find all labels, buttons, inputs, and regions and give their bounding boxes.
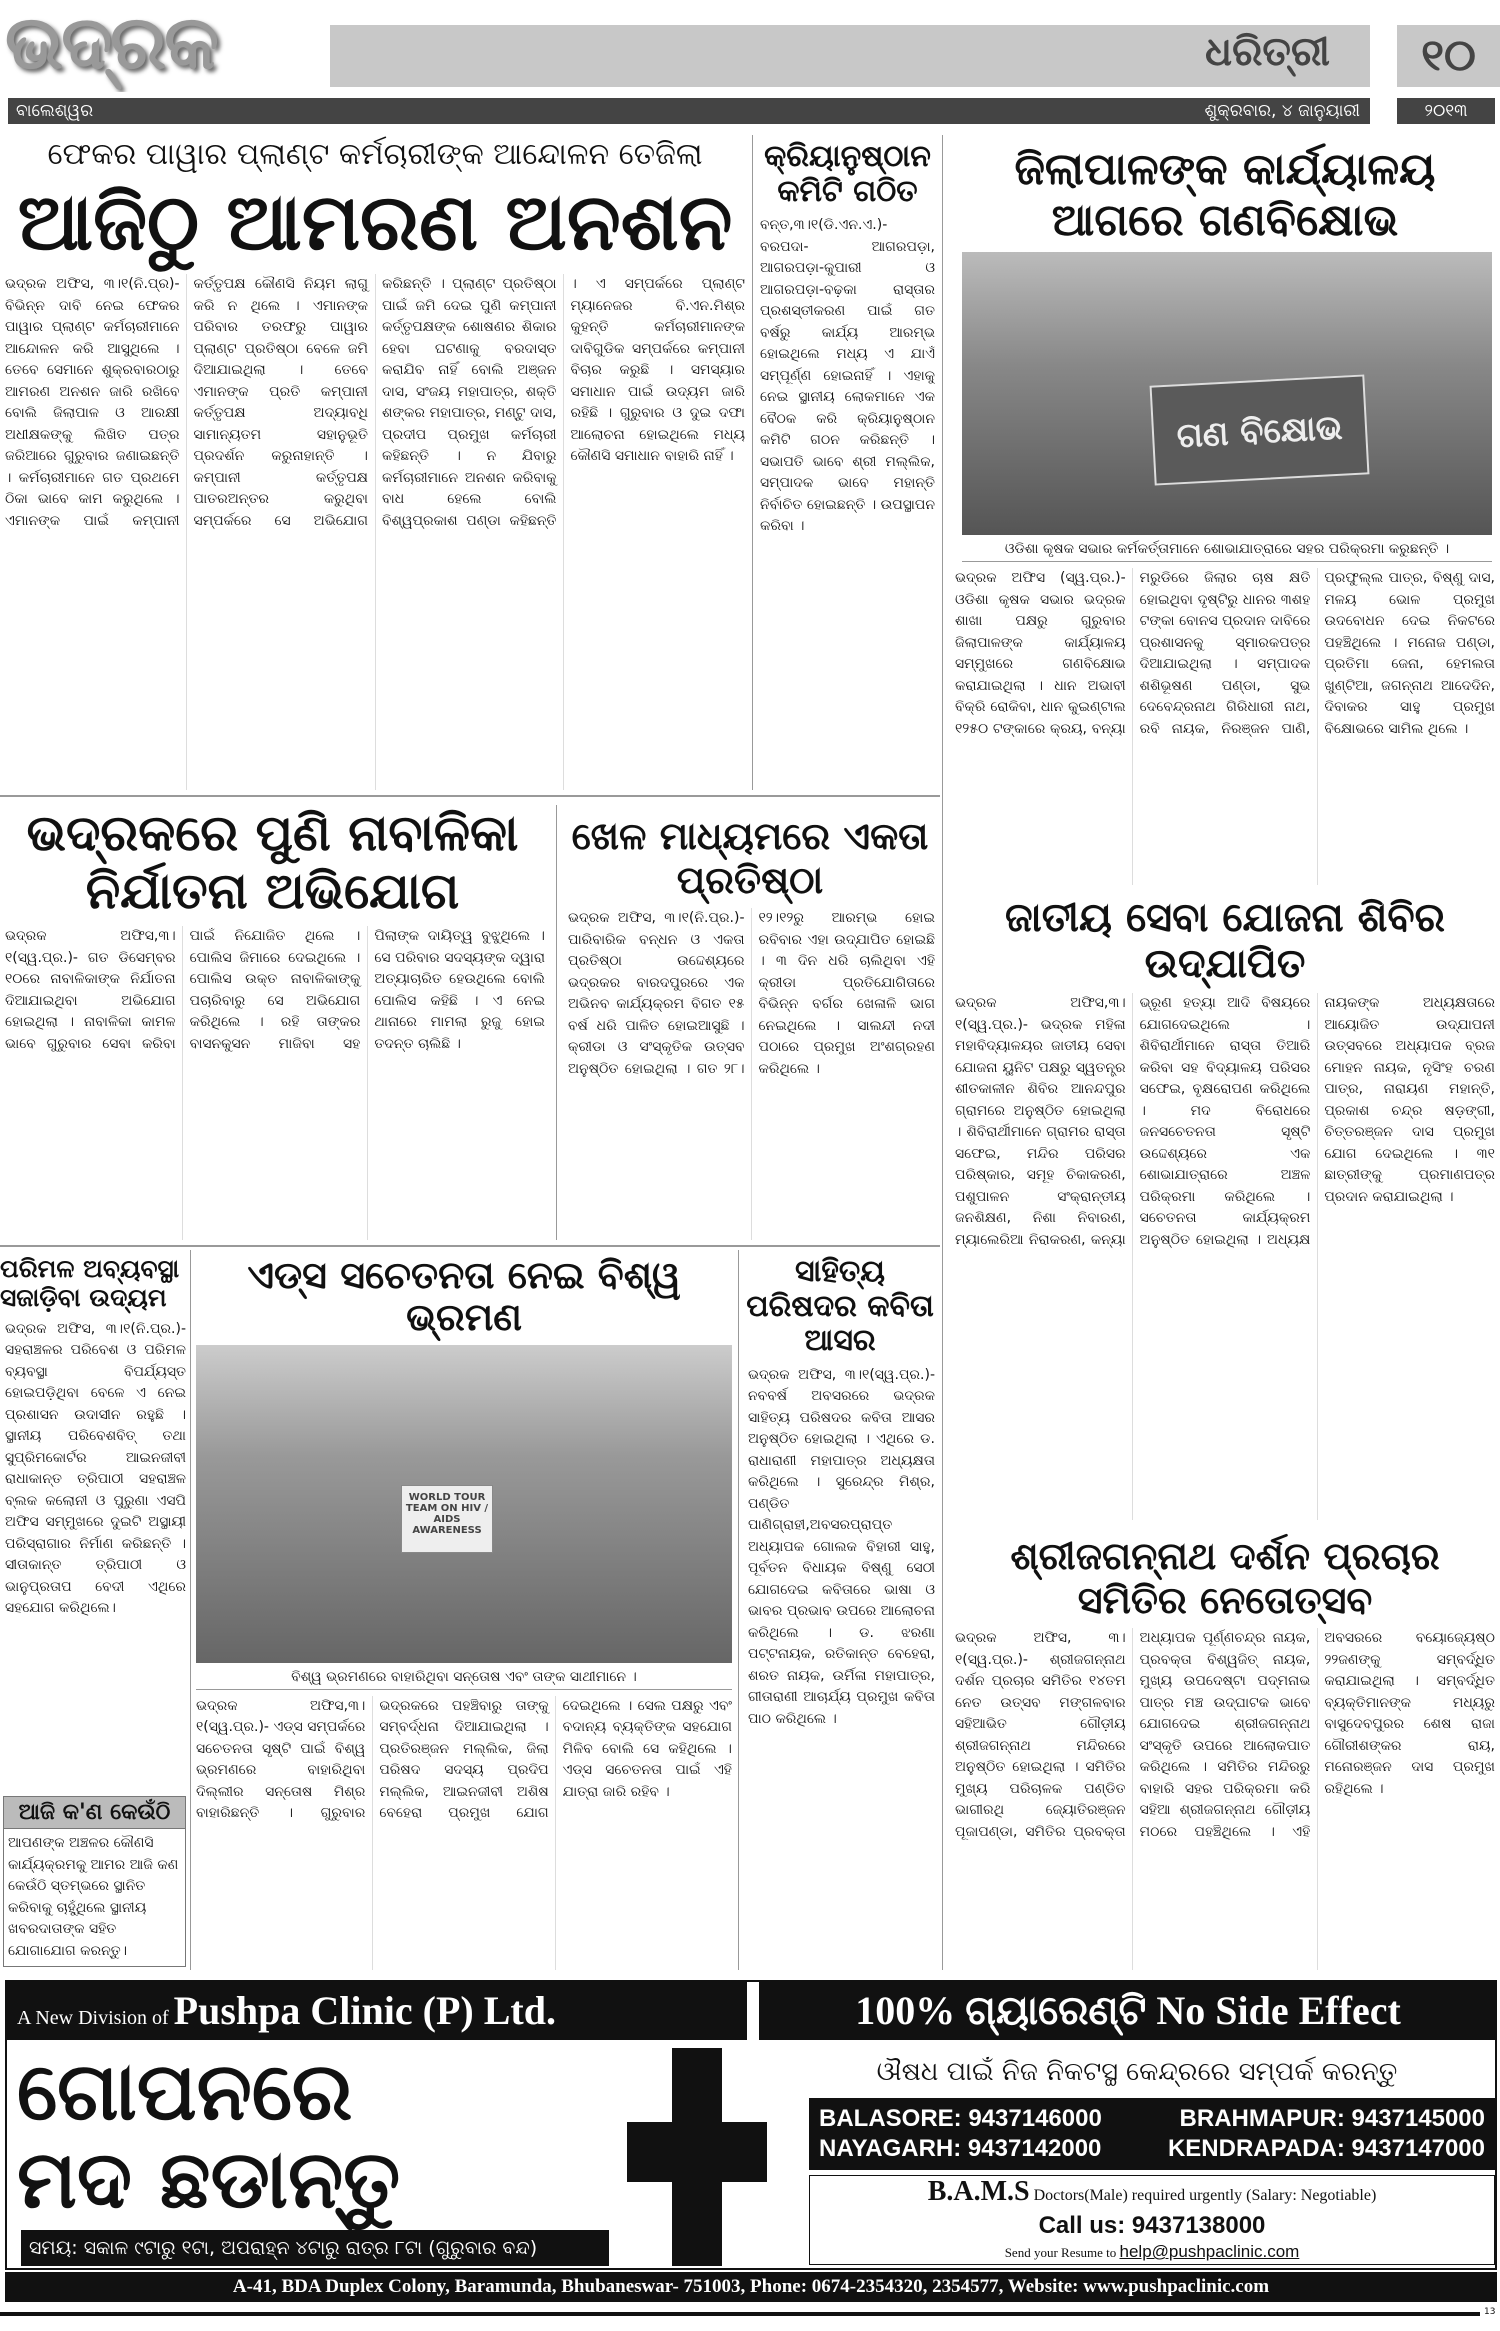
aids-story	[196, 1255, 732, 1970]
committee-story	[760, 140, 935, 790]
nss-headline: ଜାତୀୟ ସେବା ଯୋଜନା ଶିବିର ଉଦ୍ଯାପିତ	[1005, 895, 1445, 987]
poetry-story	[745, 1255, 935, 1970]
sports-story	[565, 815, 935, 1240]
ad-call: Call us: 9437138000	[1038, 2212, 1266, 2239]
ad-address: A-41, BDA Duplex Colony, Baramunda, Bhubaneswar- 751003, Phone: 0674-2354320, 2354577, Website: www.pushpaclinic.com	[5, 2272, 1497, 2302]
jagannath-body: ଭଦ୍ରକ ଅଫିସ, ୩।୧(ସ୍ୱ.ପ୍ର.)- ଶ୍ରୀଜଗନ୍ନାଥ ଦର୍ଶନ ପ୍ରଚାର ସମିତିର ୧୪ତମ ନେତ ଉତ୍ସବ ମଙ୍ଗଳବାର ସହିଆଭିତ ଗୌଡ଼ୀୟ ଶ୍ରୀଜଗନ୍ନାଥ ମନ୍ଦିରରେ ଅନୁଷ୍ଠିତ ହୋଇଥିଲା । ସମିତିର ମୁଖ୍ୟ ପରିଚାଳକ ପଣ୍ଡିତ ଭାଗୀରଥି ଜ୍ୟୋତିରଞ୍ଜନ ପୂଜାପଣ୍ଡା, ସମିତିର ପ୍ରବକ୍ତା ଅଧ୍ୟାପକ ପୂର୍ଣ୍ଣଚନ୍ଦ୍ର ନାୟକ, ପ୍ରବକ୍ତା ବିଶ୍ୱଜିତ୍ ନାୟକ, ମୁଖ୍ୟ ଉପଦେଷ୍ଟା ପଦ୍ମନାଭ ପାତ୍ର ମଞ୍ଚ ଉଦ୍‌ଘାଟକ ଭାବେ ଯୋଗଦେଇ ଶ୍ରୀଜଗନ୍ନାଥ ସଂସ୍କୃତି ଉପରେ ଆଲୋକପାତ କରିଥିଲେ । ସମିତିର ମନ୍ଦିରରୁ ବାହାରି ସହର ପରିକ୍ରମା କରି ସହିଆ ଶ୍ରୀଜଗନ୍ନାଥ ଗୌଡ଼ୀୟ ମଠରେ ପହଞ୍ଚିଥିଲେ । ଏହି ଅବସରରେ ବୟୋଜ୍ୟେଷ୍ଠ ୨୨ଜଣଙ୍କୁ ସମ୍ବର୍ଦ୍ଧିତ କରାଯାଇଥିଲା । ସମ୍ବର୍ଦ୍ଧିତ ବ୍ୟକ୍ତିମାନଙ୍କ ମଧ୍ୟରୁ ବାସୁଦେବପୁରର ଶେଷ ରାଜା ଗୌରୀଶଙ୍କର ରାୟ, ମନୋରଞ୍ଜନ ଦାସ ପ୍ରମୁଖ ରହିଥିଲେ ।	[955, 1630, 1495, 1840]
sanitation-story	[0, 1255, 186, 1967]
masthead-logo: ଭଦ୍ରକ	[5, 0, 217, 86]
ad-headline-2: ମଦ ଛଡାନ୍ତୁ	[17, 2133, 401, 2226]
center-nayagarh: NAYAGARH: 9437142000	[819, 2135, 1102, 2162]
column-divider	[752, 135, 753, 790]
ad-centers	[809, 2098, 1495, 2170]
ad-contact-line: ଔଷଧ ପାଇଁ ନିଜ ନିକଟସ୍ଥ କେନ୍ଦ୍ରରେ ସମ୍ପର୍କ କରନ୍ତୁ	[876, 2057, 1398, 2087]
footer-page-no: 13	[1484, 2307, 1496, 2317]
collector-body: ଭଦ୍ରକ ଅଫିସ (ସ୍ୱ.ପ୍ର.)-ଓଡିଶା କୃଷକ ସଭାର ଭଦ୍ରକ ଶାଖା ପକ୍ଷରୁ ଗୁରୁବାର ଜିଲାପାଳଙ୍କ କାର୍ଯ୍ୟାଳୟ ସମ୍ମୁଖରେ ଗଣବିକ୍ଷୋଭ କରାଯାଇଥିଲା । ଧାନ ଅଭାବୀ ବିକ୍ରି ରୋକିବା, ଧାନ କୁଇଣ୍ଟାଲ ୧୨୫୦ ଟଙ୍କାରେ କ୍ରୟ, ବନ୍ୟା ମରୁଡିରେ ଜିଲାର ଚାଷ କ୍ଷତି ହୋଇଥିବା ଦୃଷ୍ଟିରୁ ଧାନର ୩ଶହ ଟଙ୍କା ବୋନସ ପ୍ରଦାନ ଦାବିରେ ପ୍ରଶାସନକୁ ସ୍ମାରକପତ୍ର ଦିଆଯାଇଥିଲା । ସମ୍ପାଦକ ଶଶିଭୂଷଣ ପଣ୍ଡା, ସୁଭ ଦେବେନ୍ଦ୍ରନାଥ ଗିରିଧାରୀ ନାଥ, ରବି ନାୟକ, ନିରଞ୍ଜନ ପାଣି, ପ୍ରଫୁଲ୍ଲ ପାତ୍ର, ବିଷ୍ଣୁ ଦାସ, ମଳୟ ଭୋଳ ପ୍ରମୁଖ ଉଦବୋଧନ ଦେଇ ନିକଟରେ ପହଞ୍ଚିଥିଲେ । ମନୋଜ ପଣ୍ଡା, ପ୍ରତିମା ଜେନା, ହେମଲତା ଖୁଣ୍ଟିଆ, ଜଗନ୍ନାଥ ଆଦେଦିନ, ଦିବାକର ସାହୁ ପ୍ରମୁଖ ବିକ୍ଷୋଭରେ ସାମିଲ ଥିଲେ ।	[955, 570, 1495, 737]
page-number: ୧୦	[1397, 25, 1500, 87]
year: ୨୦୧୩	[1397, 98, 1495, 124]
section-divider	[0, 795, 940, 797]
sanitation-body: ଭଦ୍ରକ ଅଫିସ, ୩।୧(ନି.ପ୍ର.)-ସହରାଞ୍ଚଳର ପରିବେଶ ଓ ପରିମଳ ବ୍ୟବସ୍ଥା ବିପର୍ଯ୍ୟସ୍ତ ହୋଇପଡ଼ିଥିବା ବେଳେ ଏ ନେଇ ପ୍ରଶାସନ ଉଦାସୀନ ରହୁଛି । ସ୍ଥାନୀୟ ପରିବେଶବିତ୍ ତଥା ସୁପ୍ରିମକୋର୍ଟର ଆଇନଜୀବୀ ରାଧାକାନ୍ତ ତ୍ରିପାଠୀ ସହରାଞ୍ଚଳ ବ୍ଲକ କଲୋନୀ ଓ ପୁରୁଣା ଏସପି ଅଫିସ ସମ୍ମୁଖରେ ଦୁଇଟି ଅସ୍ଥାୟୀ ପରିସ୍ରାଗାର ନିର୍ମାଣ କରିଛନ୍ତି । ସୀତାକାନ୍ତ ତ୍ରିପାଠୀ ଓ ଭାନୁପ୍ରତାପ ବେଦୀ ଏଥିରେ ସହଯୋଗ କରିଥିଲେ।	[5, 1320, 186, 1616]
photo-sign: WORLD TOUR TEAM ON HIV / AIDS AWARENESS	[401, 1485, 493, 1553]
sports-headline: ଖେଳ ମାଧ୍ୟମରେ ଏକତା ପ୍ରତିଷ୍ଠା	[571, 814, 929, 902]
nss-body: ଭଦ୍ରକ ଅଫିସ,୩।୧(ସ୍ୱ.ପ୍ର.)- ଭଦ୍ରକ ମହିଳା ମହାବିଦ୍ୟାଳୟର ଜାତୀୟ ସେବା ଯୋଜନା ୟୁନିଟ ପକ୍ଷରୁ ସ୍ୱତନ୍ତ୍ର ଶୀତକାଳୀନ ଶିବିର ଆନନ୍ଦପୁର ଗ୍ରାମରେ ଅନୁଷ୍ଠିତ ହୋଇଥିଲା । ଶିବିରାର୍ଥୀମାନେ ଗ୍ରାମର ରାସ୍ତା ସଫେଇ, ମନ୍ଦିର ପରିସର ପରିଷ୍କାର, ସମୂହ ଚିକାକରଣ, ପଶୁପାଳନ ସଂକ୍ରାନ୍ତୀୟ ଜନଶିକ୍ଷଣ, ନିଶା ନିବାରଣ, ମ୍ୟାଲେରିଆ ନିରାକରଣ, କନ୍ୟା ଭ୍ରୂଣ ହତ୍ୟା ଆଦି ବିଷୟରେ ଯୋଗଦେଇଥିଲେ । ଶିବିରାର୍ଥୀମାନେ ରାସ୍ତା ତିଆରି କରିବା ସହ ବିଦ୍ୟାଳୟ ପରିସର ସଫେଇ, ବୃକ୍ଷରୋପଣ କରିଥିଲେ । ମଦ ବିରୋଧରେ ଜନସଚେତନତା ସୃଷ୍ଟି ଉଦ୍ଦେଶ୍ୟରେ ଏକ ଶୋଭାଯାତ୍ରାରେ ଅଞ୍ଚଳ ପରିକ୍ରମା କରିଥିଲେ । ସଚେତନତା କାର୍ଯ୍ୟକ୍ରମ ଅନୁଷ୍ଠିତ ହୋଇଥିଲା । ଅଧ୍ୟକ୍ଷ ନାୟକଙ୍କ ଅଧ୍ୟକ୍ଷତାରେ ଆୟୋଜିତ ଉଦ୍ଯାପନୀ ଉତ୍ସବରେ ଅଧ୍ୟାପକ ବ୍ରଜ ମୋହନ ନାୟକ, ନୃସିଂହ ଚରଣ ପାତ୍ର, ନାରାୟଣ ମହାନ୍ତି, ପ୍ରକାଶ ଚନ୍ଦ୍ର ଷଡ଼ଙ୍ଗୀ, ଚିତ୍ତରଞ୍ଜନ ଦାସ ପ୍ରମୁଖ ଯୋଗ ଦେଇଥିଲେ । ୩୧ ଛାତ୍ରୀଙ୍କୁ ପ୍ରମାଣପତ୍ର ପ୍ରଦାନ କରାଯାଇଥିଲା ।	[955, 995, 1495, 1248]
jagannath-story	[950, 1535, 1500, 1970]
poetry-headline: ସାହିତ୍ୟ ପରିଷଦର କବିତା ଆସର	[746, 1254, 934, 1358]
jagannath-headline: ଶ୍ରୀଜଗନ୍ନାଥ ଦର୍ଶନ ପ୍ରଚାର ସମିତିର ନେତୋତ୍ସବ	[1010, 1534, 1440, 1622]
center-balasore: BALASORE: 9437146000	[819, 2105, 1102, 2132]
aids-headline: ଏଡ୍ସ ସଚେତନତା ନେଇ ବିଶ୍ୱ ଭ୍ରମଣ	[247, 1253, 681, 1339]
collector-headline: ଜିଲାପାଳଙ୍କ କାର୍ଯ୍ୟାଳୟ ଆଗରେ ଗଣବିକ୍ଷୋଭ	[1014, 144, 1436, 246]
ad-headline-1: ଗୋପନରେ	[17, 2045, 353, 2138]
main-body: ଭଦ୍ରକ ଅଫିସ, ୩।୧(ନି.ପ୍ର)- ବିଭିନ୍ନ ଦାବି ନେଇ ଫେକର ପାୱାର ପ୍ଲାଣ୍ଟ କର୍ମଚାରୀମାନେ ଆନ୍ଦୋଳନ କରି ଆସୁଥିଲେ । ତେବେ ସେମାନେ ଶୁକ୍ରବାରଠାରୁ ଆମରଣ ଅନଶନ ଜାରି ରଖିବେ ବୋଲି ଜିଲାପାଳ ଓ ଆରକ୍ଷୀ ଅଧୀକ୍ଷକଙ୍କୁ ଲିଖିତ ପତ୍ର ଜରିଆରେ ଗୁରୁବାର ଜଣାଇଛନ୍ତି । କର୍ମଚାରୀମାନେ ଗତ ପ୍ରଥମେ ଠିକା ଭାବେ କାମ କରୁଥିଲେ । ଏମାନଙ୍କ ପାଇଁ କମ୍ପାନୀ କର୍ତ୍ତୃପକ୍ଷ କୌଣସି ନିୟମ ଲାଗୁ କରି ନ ଥିଲେ । ଏମାନଙ୍କ ପରିବାର ତରଫରୁ ପାୱାର ପ୍ଲାଣ୍ଟ ପ୍ରତିଷ୍ଠା ବେଳେ ଜମି ଦିଆଯାଇଥିଲା । ତେବେ ଏମାନଙ୍କ ପ୍ରତି କମ୍ପାନୀ କର୍ତ୍ତୃପକ୍ଷ ଅଦ୍ୟାବଧି ସାମାନ୍ୟତମ ସହାନୁଭୂତି ପ୍ରଦର୍ଶନ କରୁନାହାନ୍ତି । କମ୍ପାନୀ କର୍ତ୍ତୃପକ୍ଷ ପାତରଅନ୍ତର କରୁଥିବା ସମ୍ପର୍କରେ ସେ ଅଭିଯୋଗ କରିଛନ୍ତି । ପ୍ଲାଣ୍ଟ ପ୍ରତିଷ୍ଠା ପାଇଁ ଜମି ଦେଇ ପୁଣି କମ୍ପାନୀ କର୍ତ୍ତୃପକ୍ଷଙ୍କ ଶୋଷଣର ଶିକାର ହେବା ଘଟଣାକୁ ବରଦାସ୍ତ କରାଯିବ ନାହିଁ ବୋଲି ଅଞ୍ଜନ ଦାସ, ସଂଜୟ ମହାପାତ୍ର, ଶକ୍ତି ଶଙ୍କର ମହାପାତ୍ର, ମଣ୍ଟୁ ଦାସ, ପ୍ରଦୀପ ପ୍ରମୁଖ କର୍ମଚାରୀ କହିଛନ୍ତି । ନ ଯିବାରୁ କର୍ମଚାରୀମାନେ ଅନଶନ କରିବାକୁ ବାଧ ହେଲେ ବୋଲି ବିଶ୍ୱପ୍ରକାଶ ପଣ୍ଡା କହିଛନ୍ତି । ଏ ସମ୍ପର୍କରେ ପ୍ଲାଣ୍ଟ ମ୍ୟାନେଜର ବି.ଏନ.ମିଶ୍ର କୁହନ୍ତି କର୍ମଚାରୀମାନଙ୍କ ଦାବିଗୁଡିକ ସମ୍ପର୍କରେ କମ୍ପାନୀ ବିଚାର କରୁଛି । ସମସ୍ୟାର ସମାଧାନ ପାଇଁ ଉଦ୍ୟମ ଜାରି ରହିଛି । ଗୁରୁବାର ଓ ଦୁଇ ଦଫା ଆଲୋଚନା ହୋଇଥିଲେ ମଧ୍ୟ କୌଣସି ସମାଧାନ ବାହାରି ନାହିଁ ।	[5, 276, 745, 529]
ad-bams: B.A.M.S	[927, 2176, 1030, 2207]
sanitation-headline: ପରିମଳ ଅବ୍ୟବସ୍ଥା ସଜାଡ଼ିବା ଉଦ୍ୟମ	[0, 1254, 180, 1312]
column-divider	[738, 1250, 739, 1970]
aids-photo	[196, 1345, 732, 1663]
main-headline: ଆଜିଠୁ ଆମରଣ ଅନଶନ	[17, 177, 733, 268]
collector-story	[950, 145, 1500, 885]
minor-body: ଭଦ୍ରକ ଅଫିସ,୩।୧(ସ୍ୱ.ପ୍ର.)- ଗତ ଡିସେମ୍ବର ୧୦ରେ ନାବାଳିକାଙ୍କ ନିର୍ଯାତନା ଦିଆଯାଇଥିବା ଅଭିଯୋଗ ହୋଇଥିଲା । ନାବାଳିକା କାମଳ ଭାବେ ଗୁରୁବାର ସେବା କରିବା ପାଇଁ ନିଯୋଜିତ ଥିଲେ । ପୋଲିସ ଜିମାରେ ଦେଇଥିଲେ । ପୋଲିସ ଉକ୍ତ ନାବାଳିକାଙ୍କୁ ପଚାରିବାରୁ ସେ ଅଭିଯୋଗ କରିଥିଲେ । ରହି ତାଙ୍କର ବାସନକୁସନ ମାଜିବା ସହ ପିଲାଙ୍କ ଦାୟିତ୍ୱ ବୁଝୁଥିଲେ । ସେ ପରିବାର ସଦସ୍ୟଙ୍କ ଦ୍ୱାରା ଅତ୍ୟାଚାରିତ ହେଉଥିଲେ ବୋଲି ପୋଲିସ କହିଛି । ଏ ନେଇ ଥାନାରେ ମାମଲା ରୁଜୁ ହୋଇ ତଦନ୍ତ ଚାଲିଛି ।	[5, 928, 545, 1052]
committee-headline: କ୍ରିୟାନୁଷ୍ଠାନ କମିଟି ଗଠିତ	[764, 139, 931, 209]
main-story	[0, 138, 750, 790]
ad-bams-text: Doctors(Male) required urgently (Salary: Negotiable)	[1033, 2187, 1377, 2204]
ad-company: Pushpa Clinic (P) Ltd.	[173, 1988, 556, 2033]
minor-story	[0, 805, 545, 1240]
center-kendrapada: KENDRAPADA: 9437147000	[1167, 2135, 1485, 2162]
sports-body: ଭଦ୍ରକ ଅଫିସ, ୩।୧(ନି.ପ୍ର.)- ପାରିବାରିକ ବନ୍ଧନ ଓ ଏକତା ପ୍ରତିଷ୍ଠା ଉଦ୍ଦେଶ୍ୟରେ ଭଦ୍ରକର ବାରଦପୁରରେ ଏକ ଅଭିନବ କାର୍ଯ୍ୟକ୍ରମ ବିଗତ ୧୫ ବର୍ଷ ଧରି ପାଳିତ ହୋଇଆସୁଛି । କ୍ରୀଡା ଓ ସଂସ୍କୃତିକ ଉତ୍ସବ ଅନୁଷ୍ଠିତ ହୋଇଥିଲା । ଗତ ୨୮।୧୨।୧୨ରୁ ଆରମ୍ଭ ହୋଇ ରବିବାର ଏହା ଉଦ୍ଯାପିତ ହୋଇଛି । ୩ ଦିନ ଧରି ଚାଲିଥିବା ଏହି କ୍ରୀଡା ପ୍ରତିଯୋଗିତାରେ ବିଭିନ୍ନ ବର୍ଗର ଖେଳାଳି ଭାଗ ନେଇଥିଲେ । ସାଲନ୍ଦୀ ନଦୀ ପଠାରେ ପ୍ରମୁଖ ଅଂଶଗ୍ରହଣ କରିଥିଲେ ।	[568, 910, 935, 1077]
poetry-body: ଭଦ୍ରକ ଅଫିସ, ୩।୧(ସ୍ୱ.ପ୍ର.)-ନବବର୍ଷ ଅବସରରେ ଭଦ୍ରକ ସାହିତ୍ୟ ପରିଷଦର କବିତା ଆସର ଅନୁଷ୍ଠିତ ହୋଇଥିଲା । ଏଥିରେ ଡ. ରାଧାରାଣୀ ମହାପାତ୍ର ଅଧ୍ୟକ୍ଷତା କରିଥିଲେ । ସୁରେନ୍ଦ୍ର ମିଶ୍ର, ପଣ୍ଡିତ ପାଣିଗ୍ରାହୀ,ଅବସରପ୍ରାପ୍ତ ଅଧ୍ୟାପକ ଗୋଲକ ବିହାରୀ ସାହୁ, ପୂର୍ବତନ ବିଧାୟକ ବିଷ୍ଣୁ ସେଠୀ ଯୋଗଦେଇ କବିତାରେ ଭାଷା ଓ ଭାବର ପ୍ରଭାବ ଉପରେ ଆଲୋଚନା କରିଥିଲେ । ଡ. ଝରଣା ପଟ୍ଟନାୟକ, ରତିକାନ୍ତ ବେହେରା, ଶରତ ନାୟକ, ଉର୍ମିଳା ମହାପାତ୍ର, ଗୀତାରାଣୀ ଆଚାର୍ଯ୍ୟ ପ୍ରମୁଖ କବିତା ପାଠ କରିଥିଲେ ।	[748, 1366, 935, 1727]
column-divider	[190, 1250, 191, 1970]
footer-rule	[0, 2312, 1480, 2316]
protest-photo	[962, 252, 1492, 535]
main-kicker: ଫେକର ପାୱାର ପ୍ଲାଣ୍ଟ କର୍ମଚାରୀଙ୍କ ଆନ୍ଦୋଳନ ତେଜିଲା	[47, 137, 703, 172]
ad-headline	[17, 2045, 617, 2226]
pushpa-clinic-ad	[5, 1980, 1497, 2270]
ad-resume-label: Send your Resume to	[1004, 2245, 1117, 2260]
minor-headline: ଭଦ୍ରକରେ ପୁଣି ନାବାଳିକା ନିର୍ଯାତନା ଅଭିଯୋଗ	[26, 804, 519, 920]
ad-division: A New Division of	[17, 2007, 169, 2029]
today-body: ଆପଣଙ୍କ ଅଞ୍ଚଳର କୌଣସି କାର୍ଯ୍ୟକ୍ରମକୁ ଆମର ଆଜି କଣ କେଉଁଠି ସ୍ତମ୍ଭରେ ସ୍ଥାନିତ କରିବାକୁ ଚାହୁଁଥିଲେ ସ୍ଥାନୀୟ ଖବରଦାତାଙ୍କ ସହିତ ଯୋଗାଯୋଗ କରନ୍ତୁ।	[8, 1835, 179, 1959]
aids-caption: ବିଶ୍ୱ ଭ୍ରମଣରେ ବାହାରିଥିବା ସନ୍ତୋଷ ଏବଂ ତାଙ୍କ ସାଥୀମାନେ ।	[196, 1669, 732, 1690]
ad-guarantee: 100% ଗ୍ୟାରେଣ୍ଟି No Side Effect	[759, 1982, 1497, 2040]
ad-recruitment	[809, 2175, 1495, 2265]
section-name: ଧରିତ୍ରୀ	[1205, 29, 1330, 75]
today-title: ଆଜି କ'ଣ କେଉଁଠି	[4, 1797, 185, 1829]
committee-body: ବନ୍ତ,୩।୧(ଡି.ଏନ.ଏ.)- ବରପଦା- ଆଗରପଡ଼ା, ଆଗରପଡ଼ା-କୁପାରୀ ଓ ଆଗରପଡ଼ା-ବଢ଼କା ରାସ୍ତାର ପ୍ରଶସ୍ତୀକରଣ ପାଇଁ ଗତ ବର୍ଷରୁ କାର୍ଯ୍ୟ ଆରମ୍ଭ ହୋଇଥିଲେ ମଧ୍ୟ ଏ ଯାଏଁ ସମ୍ପୂର୍ଣ୍ଣ ହୋଇନାହିଁ । ଏହାକୁ ନେଇ ସ୍ଥାନୀୟ ଲୋକମାନେ ଏକ ବୈଠକ କରି କ୍ରିୟାନୁଷ୍ଠାନ କମିଟି ଗଠନ କରିଛନ୍ତି । ସଭାପତି ଭାବେ ଶ୍ରୀ ମଲ୍ଲିକ, ସମ୍ପାଦକ ଭାବେ ମହାନ୍ତି ନିର୍ବାଚିତ ହୋଇଛନ୍ତି । ଉପସ୍ଥାପନ କରିବା ।	[760, 217, 935, 534]
dateline-bar	[8, 98, 1370, 124]
date: ଶୁକ୍ରବାର, ୪ ଜାନୁୟାରୀ	[1204, 101, 1360, 121]
column-divider	[942, 135, 943, 1970]
section-divider	[0, 1245, 940, 1247]
center-brahmapur: BRAHMAPUR: 9437145000	[1179, 2105, 1485, 2132]
ad-email-link[interactable]: help@pushpaclinic.com	[1119, 2242, 1300, 2261]
cross-icon-horizontal	[627, 2122, 767, 2182]
nss-story	[950, 895, 1500, 1520]
ad-division-bar	[7, 1982, 747, 2040]
protest-caption: ଓଡିଶା କୃଷକ ସଭାର କର୍ମକର୍ତ୍ତାମାନେ ଶୋଭାଯାତ୍ରାରେ ସହର ପରିକ୍ରମା କରୁଛନ୍ତି ।	[962, 541, 1492, 562]
today-box	[3, 1796, 186, 1967]
ad-timing: ସମୟ: ସକାଳ ୯ଟାରୁ ୧ଟା, ଅପରାହ୍ନ ୪ଟାରୁ ରାତ୍ର ୮ଟା (ଗୁରୁବାର ବନ୍ଦ)	[21, 2230, 609, 2266]
section-bar	[330, 25, 1370, 87]
photo-banner: ଗଣ ବିକ୍ଷୋଭ	[1150, 375, 1370, 486]
location: ବାଲେଶ୍ୱର	[16, 101, 94, 121]
aids-body: ଭଦ୍ରକ ଅଫିସ,୩।୧(ସ୍ୱ.ପ୍ର.)- ଏଡ୍ସ ସମ୍ପର୍କରେ ସଚେତନତା ସୃଷ୍ଟି ପାଇଁ ବିଶ୍ୱ ଭ୍ରମଣରେ ବାହାରିଥିବା ଦିଲ୍ଲୀର ସନ୍ତୋଷ ମିଶ୍ର ବାହାରିଛନ୍ତି । ଗୁରୁବାର ଭଦ୍ରକରେ ପହଞ୍ଚିବାରୁ ତାଙ୍କୁ ସମ୍ବର୍ଦ୍ଧନା ଦିଆଯାଇଥିଲା । ପ୍ରତିରଞ୍ଜନ ମଲ୍ଲିକ, ଜିଲା ପରିଷଦ ସଦସ୍ୟ ପ୍ରଦିପ ମଲ୍ଲିକ, ଆଇନଜୀବୀ ଅଶିଷ ବେହେରା ପ୍ରମୁଖ ଯୋଗ ଦେଇଥିଲେ । ସେଲ ପକ୍ଷରୁ ଏବଂ ବଦାନ୍ୟ ବ୍ୟକ୍ତିଙ୍କ ସହଯୋଗ ମିଳିବ ବୋଲି ସେ କହିଥିଲେ । ଏଡ୍ସ ସଚେତନତା ପାଇଁ ଏହି ଯାତ୍ରା ଜାରି ରହିବ ।	[196, 1697, 732, 1822]
column-divider	[556, 805, 557, 1240]
